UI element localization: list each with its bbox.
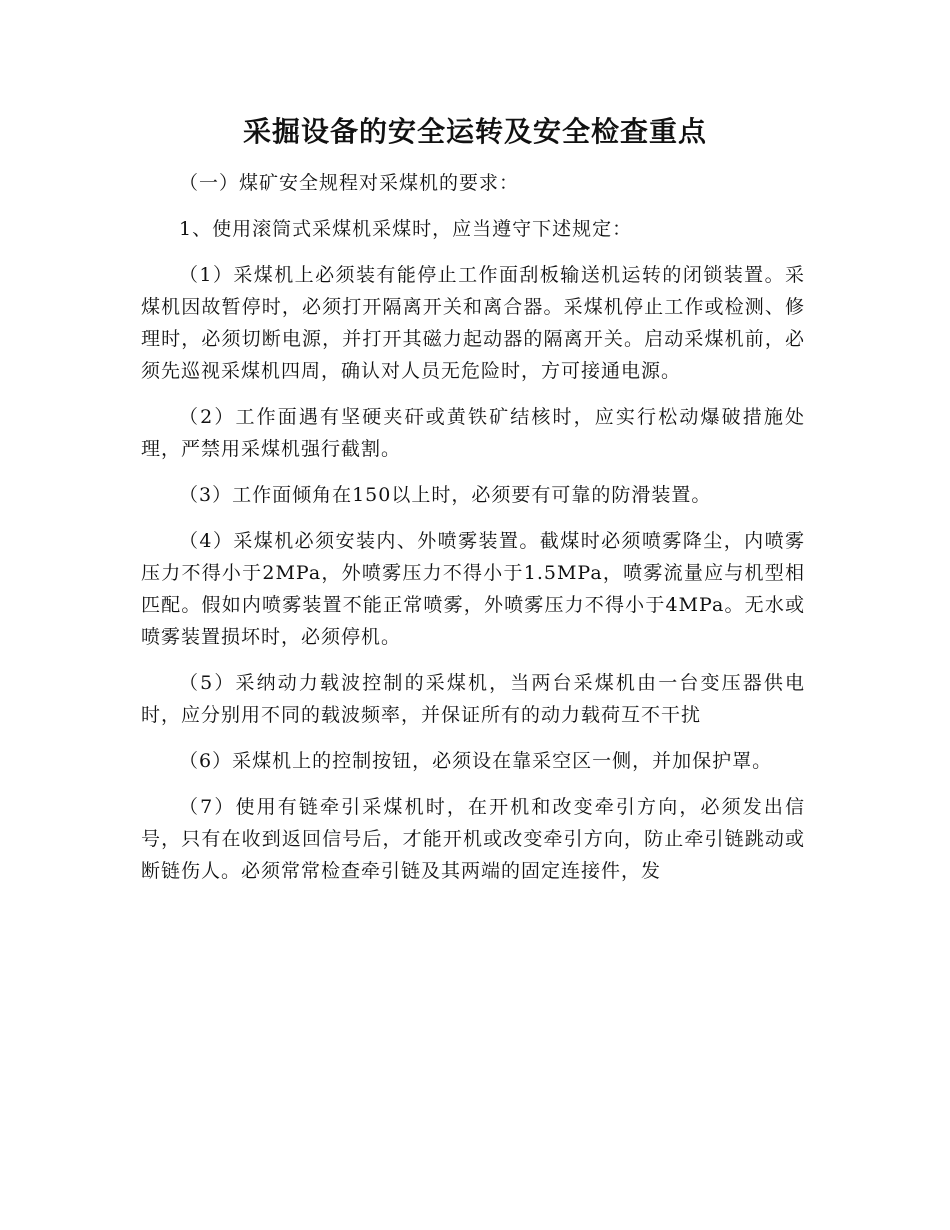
paragraph: （3）工作面倾角在150以上时，必须要有可靠的防滑装置。 (179, 484, 712, 506)
paragraph: （一）煤矿安全规程对采煤机的要求： (179, 172, 520, 194)
document-body (141, 167, 805, 901)
paragraph: （7）使用有链牵引采煤机时，在开机和改变牵引方向，必须发出信号，只有在收到返回信号后，才能开机或改变牵引方向，防止牵引链跳动或断链伤人。必须常常检查牵引链及其两端的固定连接件，发 (141, 796, 805, 882)
paragraph: （6）采煤机上的控制按钮，必须设在靠采空区一侧，并加保护罩。 (179, 750, 773, 772)
paragraph: （1）采煤机上必须装有能停止工作面刮板输送机运转的闭锁装置。采煤机因故暂停时，必须打开隔离开关和离合器。采煤机停止工作或检测、修理时，必须切断电源，并打开其磁力起动器的隔离开关。启动采煤机前，必须先巡视采煤机四周，确认对人员无危险时，方可接通电源。 (141, 264, 805, 382)
document-title: 采掘设备的安全运转及安全检查重点 (242, 115, 707, 148)
paragraph: 1、使用滚筒式采煤机采煤时，应当遵守下述规定： (179, 218, 633, 240)
paragraph: （5）采纳动力载波控制的采煤机，当两台采煤机由一台变压器供电时，应分别用不同的载波频率，并保证所有的动力载荷互不干扰 (141, 672, 805, 726)
paragraph: （4）采煤机必须安装内、外喷雾装置。截煤时必须喷雾降尘，内喷雾压力不得小于2MPa，外喷雾压力不得小于1.5MPa，喷雾流量应与机型相匹配。假如内喷雾装置不能正常喷雾，外喷雾压力不得小于4MPa。无水或喷雾装置损坏时，必须停机。 (141, 530, 805, 648)
paragraph: （2）工作面遇有坚硬夹矸或黄铁矿结核时，应实行松动爆破措施处理，严禁用采煤机强行截割。 (141, 406, 805, 460)
